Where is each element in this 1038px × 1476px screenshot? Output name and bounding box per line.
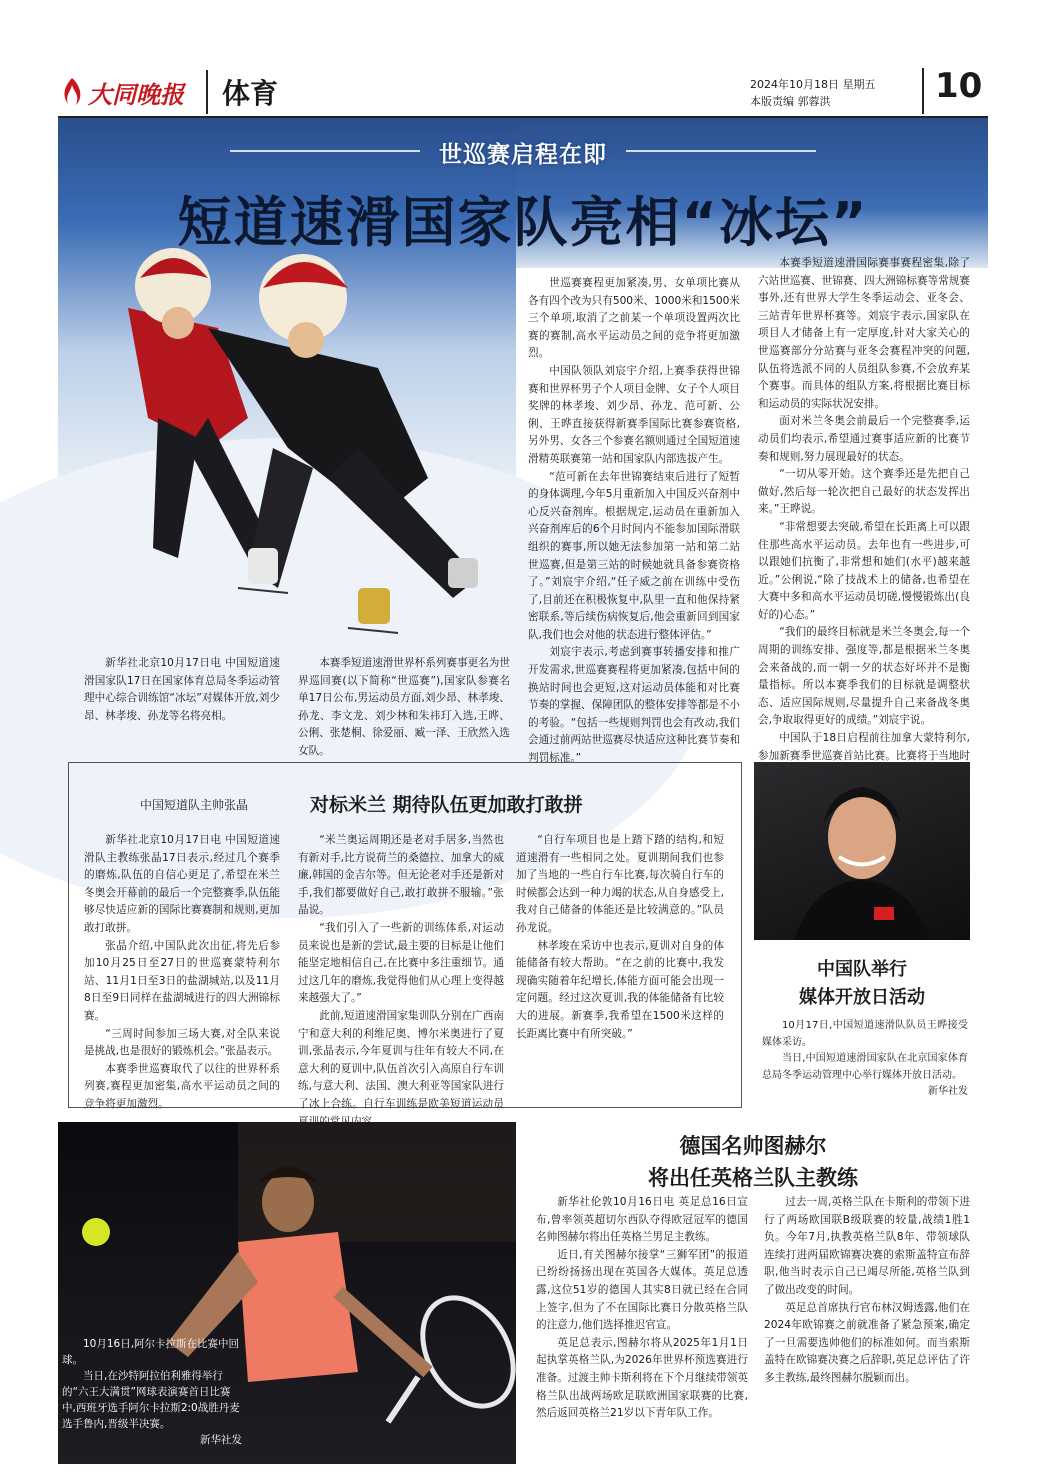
england-headline (536, 1130, 970, 1194)
section-title: 体育 (222, 77, 279, 110)
tennis-caption (62, 1336, 242, 1448)
media-day-credit: 新华社发 (928, 1086, 968, 1097)
interview-headline: 对标米兰 期待队伍更加敢打敢拼 (310, 794, 583, 816)
lead-paragraph: “我们的最终目标就是米兰冬奥会,每一个周期的训练安排、强度等,都是根据米兰冬奥会来备战的,而一朝一夕的状态好坏并不是衡量指标。所以本赛季我们的目标就是调整状态、适应国际规则,尽量提升自己来备战冬奥会,争取取得更好的成绩。”刘宸宇说。 (758, 626, 970, 727)
tennis-caption-1: 10月16日,阿尔卡拉斯在比赛中回球。 (62, 1338, 240, 1366)
tennis-credit: 新华社发 (200, 1434, 242, 1446)
lead-headline: 短道速滑国家队亮相“冰坛” (177, 191, 869, 254)
masthead-logo (60, 70, 190, 114)
england-column-1 (536, 1194, 748, 1466)
lead-kicker: 世巡赛启程在即 (439, 142, 607, 168)
lead-paragraph: 本赛季短道速滑世界杯系列赛事更名为世界巡回赛(以下简称“世巡赛”),国家队参赛名单17日公布,男运动员方面,刘少昂、林孝埈、孙龙、李文龙、刘少林和朱祎玎入选,王晔、公俐、张楚桐、徐爱丽、臧一泽、王欣然入选女队。 (298, 657, 510, 757)
media-day-caption-1: 10月17日,中国短道速滑队队员王晔接受媒体采访。 (762, 1020, 968, 1048)
lead-column-1 (84, 655, 280, 725)
lead-paragraph: “非常想要去突破,希望在长距离上可以跟住那些高水平运动员。去年也有一些进步,可以跟她们抗衡了,非常想和她们(水平)越来越近。”公俐说,“除了技战术上的储备,也希望在大赛中多和高水平运动员切磋,慢慢锻炼出(良好的)心态。” (758, 520, 970, 621)
masthead-divider (206, 70, 208, 114)
athlete-portrait (754, 762, 970, 940)
lead-column-4 (758, 255, 970, 762)
lead-paragraph: “范可新在去年世锦赛结束后进行了短暂的身体调理,今年5月重新加入中国反兴奋剂中心反兴奋剂库。根据规定,运动员在重新加入兴奋剂库后的6个月时间内不能参加国际滑联组织的赛事,所以她无法参加第一站和第二站世巡赛,但是第三站的时候她就具备参赛资格了。”刘宸宇介绍,“任子威之前在训练中受伤了,目前还在积极恢复中,队里一直和他保持紧密联系,等后续伤病恢复后,他会重新回到国家队,我们也会对他的状态进行整体评估。” (528, 470, 740, 641)
england-paragraph: 英足总表示,图赫尔将从2025年1月1日起执掌英格兰队,为2026年世界杯预选赛进行准备。过渡主帅卡斯利将在下个月继续带领英格兰队出战两场欧足联欧洲国家联赛的比赛,然后返回英格兰21岁以下青年队工作。 (536, 1336, 748, 1420)
england-paragraph: 新华社伦敦10月16日电 英足总16日宣布,曾率领英超切尔西队夺得欧冠冠军的德国名帅图赫尔将出任英格兰男足主教练。 (536, 1196, 748, 1244)
interview-paragraph: 张晶介绍,中国队此次出征,将先后参加10月25日至27日的世巡赛蒙特利尔站、11月1日至3日的盐湖城站,以及11月8日至9日同样在盐湖城进行的四大洲锦标赛。 (84, 939, 280, 1022)
interview-byline: 中国短道队主帅张晶 (140, 798, 249, 812)
interview-paragraph: “三周时间参加三场大赛,对全队来说是挑战,也是很好的锻炼机会。”张晶表示。 (84, 1027, 280, 1058)
interview-paragraph: “自行车项目也是上踏下踏的结构,和短道速滑有一些相同之处。夏训期间我们也参加了当地的一些自行车比赛,每次骑自行车的时候都会达到一种力竭的状态,从自身感受上,我对自己储备的体能还是比较满意的。”队员孙龙说。 (516, 834, 725, 934)
interview-paragraph: “米兰奥运周期还是老对手居多,当然也有新对手,比方说荷兰的桑德拉、加拿大的威廉,韩国的金吉尔等。但无论老对手还是新对手,我们都要做好自己,敢打敢拼不服输。”张晶说。 (298, 834, 504, 917)
lead-paragraph: 中国队领队刘宸宇介绍,上赛季获得世锦赛和世界杯男子个人项目金牌、女子个人项目奖牌的林孝埈、刘少昂、孙龙、范可新、公俐、王晔直接获得新赛季国际比赛参赛资格,另外男、女各三个参赛名额则通过全国短道速滑精英联赛第一站和国家队内部选拔产生。 (528, 364, 740, 465)
lead-paragraph: 刘宸宇表示,考虑到赛事转播安排和推广开发需求,世巡赛赛程将更加紧凑,包括中间的换站时间也会更短,这对运动员体能和对比赛节奏的掌握、保障团队的整体安排等都是不小的考验。“包括一些规则判罚也会有改动,我们会通过前两站世巡赛尽快适应这种比赛节奏和判罚标准。” (528, 646, 740, 765)
lead-column-2 (298, 655, 510, 761)
pageno-divider (922, 68, 924, 114)
england-paragraph: 近日,有关图赫尔接掌“三狮军团”的报道已纷纷扬扬出现在英国各大媒体。英足总透露,这位51岁的德国人其实8日就已经在合同上签字,但为了不在国际比赛日分散英格兰队的注意力,他们选择推迟官宣。 (536, 1248, 748, 1332)
england-paragraph: 英足总首席执行官布林汉姆透露,他们在2024年欧锦赛之前就准备了紧急预案,确定了一旦需要选帅他们的标准如何。而当索斯盖特在欧锦赛决赛之后辞职,英足总评估了许多主教练,最终图赫尔脱颖而出。 (764, 1301, 970, 1384)
wangye-photo (754, 762, 970, 940)
media-day-title (754, 956, 970, 1012)
media-day-caption (762, 1018, 968, 1101)
lead-paragraph: 中国队于18日启程前往加拿大蒙特利尔,参加新赛季世巡赛首站比赛。比赛将于当地时 (758, 732, 970, 762)
page-number: 10 (935, 66, 983, 106)
page-editor: 本版责编 郭蓉洪 (750, 95, 831, 108)
tennis-ball-icon (82, 1218, 110, 1246)
media-day-caption-2: 当日,中国短道速滑国家队在北京国家体育总局冬季运动管理中心举行媒体开放日活动。 (762, 1053, 968, 1081)
interview-paragraph: 此前,短道速滑国家集训队分别在广西南宁和意大利的利维尼奥、博尔米奥进行了夏训,张晶表示,今年夏训与往年有较大不同,在意大利的夏训中,队伍首次引入高原自行车训练,与意大利、法国、澳大利亚等国家队进行了冰上合练。自行车训练是欧美短道运动员 (298, 1009, 504, 1110)
interview-column-1 (84, 832, 280, 1110)
england-column-2 (764, 1194, 970, 1466)
tennis-caption-2: 当日,在沙特阿拉伯利雅得举行的“六王大满贯”网球表演赛首日比赛中,西班牙选手阿尔卡拉斯2:0战胜丹麦选手鲁内,晋级半决赛。 (62, 1370, 240, 1430)
lead-paragraph: 面对米兰冬奥会前最后一个完整赛季,运动员们均表示,希望通过赛事适应新的比赛节奏和规则,努力展现最好的状态。 (758, 415, 970, 463)
lead-column-3 (528, 275, 740, 765)
media-day-title-2: 媒体开放日活动 (799, 987, 925, 1008)
masthead-title: 大同晚报 (88, 79, 184, 109)
interview-column-3 (516, 832, 724, 1097)
lead-paragraph: 世巡赛赛程更加紧凑,男、女单项比赛从各有四个改为只有500米、1000米和1500米三个单项,取消了之前某一个单项设置两次比赛的赛制,高水平运动员之间的竞争将更加激烈。 (528, 277, 740, 360)
interview-paragraph: 新华社北京10月17日电 中国短道速滑队主教练张晶17日表示,经过几个赛季的磨炼,队伍的自信心更足了,希望在米兰冬奥会开幕前的最后一个完整赛季,队伍能够尽快适应新的国际比赛赛制和规则,更加敢打敢拼。 (84, 834, 280, 934)
interview-paragraph: “我们引入了一些新的训练体系,对运动员来说也是新的尝试,最主要的目标是让他们能坚定地相信自己,在比赛中多注重细节。通过这几年的磨炼,我觉得他们从心理上变得越来越强大了。” (298, 921, 504, 1005)
media-day-title-1: 中国队举行 (817, 959, 907, 980)
lead-paragraph: “一切从零开始。这个赛季还是先把自己做好,然后每一轮次把自己最好的状态发挥出来。”王晔说。 (758, 468, 970, 516)
flame-logo-icon (60, 77, 84, 107)
interview-column-2 (298, 832, 504, 1110)
england-headline-2: 将出任英格兰队主教练 (648, 1165, 858, 1190)
england-paragraph: 过去一周,英格兰队在卡斯利的带领下进行了两场欧国联B级联赛的较量,战绩1胜1负。今年7月,执教英格兰队8年、带领球队连续打进两届欧锦赛决赛的索斯盖特宣布辞职,他当时表示自己已竭尽所能,英格兰队到了做出改变的时间。 (764, 1196, 970, 1296)
dateline (750, 76, 876, 110)
issue-date: 2024年10月18日 星期五 (750, 78, 876, 91)
lead-paragraph: 本赛季短道速滑国际赛事赛程密集,除了六站世巡赛、世锦赛、四大洲锦标赛等常规赛事外,还有世界大学生冬季运动会、亚冬会、三站青年世界杯赛等。刘宸宇表示,国家队在项目人才储备上有一定厚度,针对大家关心的世巡赛部分分站赛与亚冬会赛程冲突的问题,队伍将选派不同的人员组队参赛,不会放弃某个赛事。而具体的组队方案,将根据比赛目标和运动员的实际状况安排。 (758, 257, 970, 410)
lead-paragraph: 新华社北京10月17日电 中国短道速滑国家队17日在国家体育总局冬季运动管理中心综合训练馆“冰坛”对媒体开放,刘少昂、林孝埈、孙龙等名将亮相。 (84, 657, 280, 722)
england-headline-1: 德国名帅图赫尔 (679, 1133, 827, 1158)
interview-paragraph: 本赛季世巡赛取代了以往的世界杯系列赛,赛程更加密集,高水平运动员之间的竞争将更加激烈。 (84, 1062, 280, 1110)
interview-paragraph: 林孝埈在采访中也表示,夏训对自身的体能储备有较大帮助。“在之前的比赛中,我发现确实随着年纪增长,体能方面可能会出现一定问题。经过这次夏训,我的体能储备有比较大的进展。新赛季,我希望在1500米这样的长距离比赛中有所突破。” (516, 939, 724, 1040)
